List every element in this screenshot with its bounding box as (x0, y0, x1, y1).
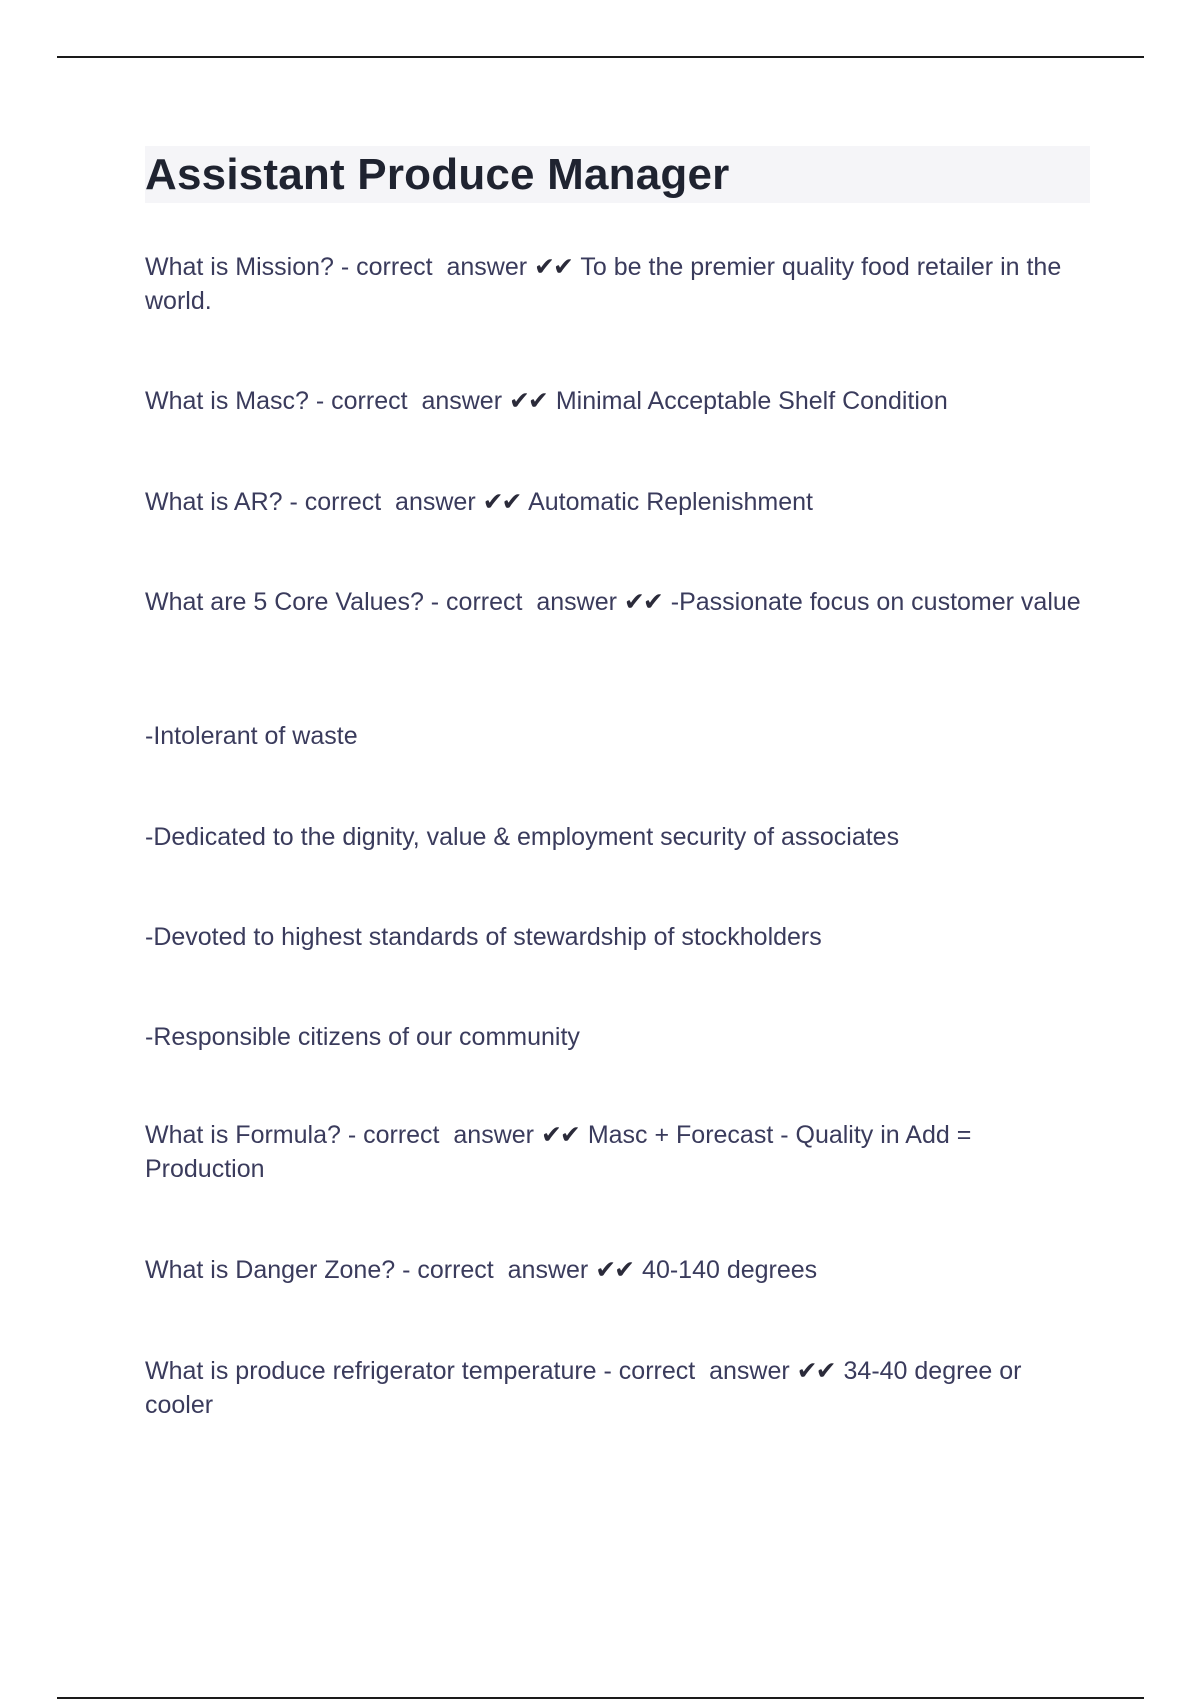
qa-item-mission (145, 250, 1090, 318)
question-text: What is Formula? - correct answer (145, 1121, 534, 1149)
question-text: What is Danger Zone? - correct answer (145, 1256, 589, 1284)
core-value-item: -Intolerant of waste (145, 722, 358, 750)
document-title: Assistant Produce Manager (145, 150, 730, 199)
qa-item-danger-zone (145, 1253, 1090, 1287)
footer-rule (57, 1697, 1144, 1699)
answer-text: 34-40 degree or cooler (145, 1357, 1022, 1419)
qa-item-core-values (145, 585, 1090, 619)
question-text: What is Masc? - correct answer (145, 387, 503, 415)
question-text: What is produce refrigerator temperature - correct answer (145, 1357, 790, 1385)
qa-item-masc (145, 384, 1090, 418)
question-text: What are 5 Core Values? - correct answer (145, 588, 617, 616)
answer-text: 40-140 degrees (642, 1256, 818, 1284)
double-check-icon: ✔✔ (796, 1357, 835, 1385)
double-check-icon: ✔✔ (595, 1256, 634, 1284)
core-value-item: -Devoted to highest standards of stewardship of stockholders (145, 923, 822, 951)
core-value-item: -Responsible citizens of our community (145, 1023, 580, 1051)
double-check-icon: ✔✔ (482, 488, 521, 516)
double-check-icon: ✔✔ (623, 588, 662, 616)
double-check-icon: ✔✔ (508, 387, 547, 415)
answer-text: Masc + Forecast - Quality in Add = Production (145, 1121, 972, 1183)
question-text: What is AR? - correct answer (145, 488, 476, 516)
header-rule (57, 56, 1144, 58)
answer-text: Minimal Acceptable Shelf Condition (555, 387, 948, 415)
answer-text: To be the premier quality food retailer in the world. (145, 253, 1062, 315)
qa-item-ar (145, 485, 1090, 519)
qa-item-formula (145, 1118, 1090, 1186)
answer-text: Automatic Replenishment (528, 488, 813, 516)
question-text: What is Mission? - correct answer (145, 253, 528, 281)
answer-text: -Passionate focus on customer value (670, 588, 1081, 616)
core-value-item: -Dedicated to the dignity, value & employment security of associates (145, 823, 900, 851)
double-check-icon: ✔✔ (534, 253, 572, 281)
qa-item-refrigerator-temp (145, 1354, 1090, 1422)
double-check-icon: ✔✔ (540, 1121, 579, 1149)
